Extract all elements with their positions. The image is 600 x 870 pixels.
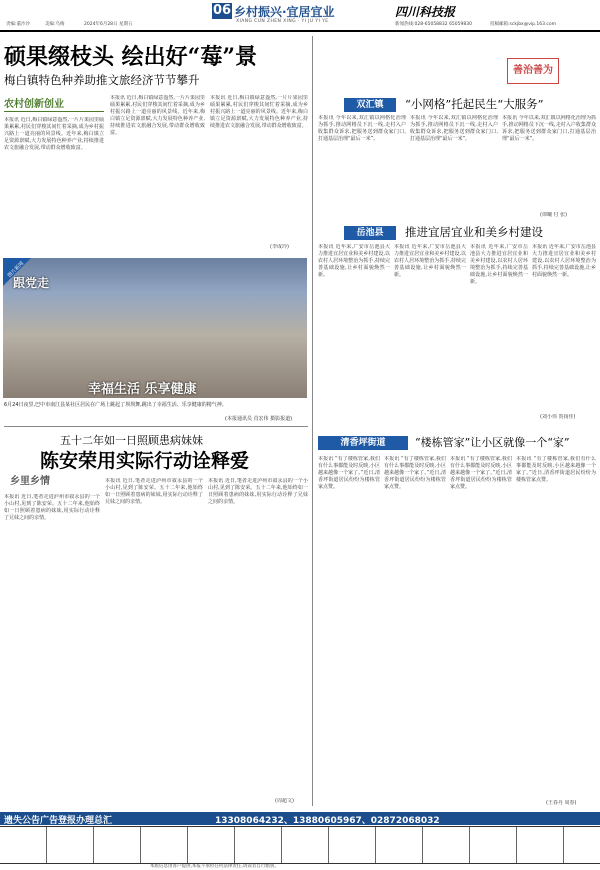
story2-headline: 推进宜居宜业和美乡村建设 [405, 225, 543, 239]
main-article-col3: 本报讯 近日,梅白镇绿意盎然,一片片果园里硕果累累,村民们穿梭其间忙着采摘,成为乡村振兴路上一道亮丽的风景线。近年来,梅白镇立足资源禀赋,大力发展特色种养产业,持续推进农文旅融合发展,带动群众增收致富。 [210, 95, 308, 129]
story3-headline: “楼栋管家”让小区就像一个“家” [415, 436, 570, 449]
section-title-en: XIANG CUN ZHEN XING · YI JU YI YE [236, 19, 329, 24]
main-article-col2: 本报讯 近日,梅白镇绿意盎然,一片片果园里硕果累累,村民们穿梭其间忙着采摘,成为乡村振兴路上一道亮丽的风景线。近年来,梅白镇立足资源禀赋,大力发展特色种养产业,持续推进农文旅融合发展,带动群众增收致富。 [110, 95, 205, 136]
news-hotline: 新闻热线:028-65058832 65059830 [395, 22, 472, 27]
submission-email: 投稿邮箱:sckjbx@vip.163.com [490, 22, 557, 27]
classified-ad-bar [0, 812, 600, 825]
story4-col3: 本报讯 近日,笔者走进泸州市叙永县的一个小山村,见到了陈安荣。五十二年来,他始终如一日照顾着患病的妹妹,用实际行动诠释了兄妹之间的亲情。 [208, 478, 308, 505]
designer-credit: 美编:乌梅 [45, 22, 65, 27]
photo-credit: (本报通讯员 肖宏伟 摄影报道) [225, 416, 293, 422]
story1-headline: “小网格”托起民生“大服务” [405, 97, 544, 111]
photo-caption: 6月24日夜里,巴中市南江县某社区居民在广场上跳起了坝坝舞,跳出了幸福生活、乐享健康的精气神。 [4, 402, 227, 408]
story2-byline: (刘小伟 贺扬佳) [540, 414, 576, 420]
page-header [0, 0, 600, 32]
story2-col3: 本报讯 近年来,广安市岳池县大力推进宜居宜业和美乡村建设,以农村人居环境整治为抓手,持续完善基础设施,让乡村面貌焕然一新。 [470, 244, 528, 285]
story3-col1: 本报讯 “有了楼栋管家,我们有什么事都能及时反映,小区越来越像一个家了。”近日,清香坪街道居民纷纷为楼栋管家点赞。 [318, 456, 380, 490]
story1-col1: 本报讯 今年以来,双汇镇以网格化治理为抓手,推动网格员下沉一线,走村入户收集群众诉求,把服务送到群众家门口,打通基层治理“最后一米”。 [318, 115, 406, 142]
editor-credit: 责编:董沙沙 [6, 22, 31, 27]
story1-col2: 本报讯 今年以来,双汇镇以网格化治理为抓手,推动网格员下沉一线,走村入户收集群众诉求,把服务送到群众家门口,打通基层治理“最后一米”。 [410, 115, 498, 142]
story4-tag: 乡里乡情 [10, 476, 50, 487]
photo-overlay-top: 跟党走 [13, 276, 50, 290]
story1-byline: (谭曦 付 张) [540, 212, 568, 218]
story4-byline: (周超文) [275, 798, 294, 804]
story4-col1: 本报讯 近日,笔者走进泸州市叙永县的一个小山村,见到了陈安荣。五十二年来,他始终如一日照顾着患病的妹妹,用实际行动诠释了兄妹之间的亲情。 [4, 494, 100, 521]
main-headline: 硕果缀枝头 绘出好“莓”景 [4, 44, 257, 70]
story3-col3: 本报讯 “有了楼栋管家,我们有什么事都能及时反映,小区越来越像一个家了。”近日,清香坪街道居民纷纷为楼栋管家点赞。 [450, 456, 512, 490]
column-tag-innovation: 农村创新创业 [4, 95, 104, 112]
story2-col2: 本报讯 近年来,广安市岳池县大力推进宜居宜业和美乡村建设,以农村人居环境整治为抓手,持续完善基础设施,让乡村面貌焕然一新。 [394, 244, 466, 278]
photo-overlay-bottom: 幸福生活 乐享健康 [88, 382, 197, 397]
section-title: 乡村振兴·宜居宜业 [234, 5, 335, 19]
square-dance-photo [3, 258, 307, 398]
main-article-col1: 本报讯 近日,梅白镇绿意盎然,一片片果园里硕果累累,村民们穿梭其间忙着采摘,成为乡村振兴路上一道亮丽的风景线。近年来,梅白镇立足资源禀赋,大力发展特色种养产业,持续推进农文旅融合发展,带动群众增收致富。 [4, 117, 104, 151]
newspaper-logo: 四川科技报 [395, 5, 456, 19]
story4-col2: 本报讯 近日,笔者走进泸州市叙永县的一个小山村,见到了陈安荣。五十二年来,他始终如一日照顾着患病的妹妹,用实际行动诠释了兄妹之间的亲情。 [105, 478, 203, 505]
main-subheadline: 梅白镇特色种养助推文旅经济节节攀升 [4, 73, 200, 87]
classified-notices-grid [0, 826, 600, 864]
story1-col3: 本报讯 今年以来,双汇镇以网格化治理为抓手,推动网格员下沉一线,走村入户收集群众诉求,把服务送到群众家门口,打通基层治理“最后一米”。 [502, 115, 596, 142]
ad-label: 遗失公告广告登报办理总汇 [4, 816, 113, 826]
story4-kicker: 五十二年如一日照顾患病妹妹 [60, 434, 203, 447]
story2-town-label: 岳池县 [344, 226, 396, 240]
story3-col4: 本报讯 “有了楼栋管家,我们有什么事都能及时反映,小区越来越像一个家了。”近日,清香坪街道居民纷纷为楼栋管家点赞。 [516, 456, 596, 483]
story2-col4: 本报讯 近年来,广安市岳池县大力推进宜居宜业和美乡村建设,以农村人居环境整治为抓手,持续完善基础设施,让乡村面貌焕然一新。 [532, 244, 596, 278]
story1-town-label: 双汇镇 [344, 98, 396, 112]
section-rule [4, 426, 308, 427]
column-divider [312, 36, 313, 806]
story3-town-label: 清香坪街道 [318, 436, 408, 450]
issue-date: 2024年6月28日 星期五 [84, 22, 133, 27]
main-byline: (李成玲) [270, 244, 289, 250]
section-badge: 善治善为 [507, 58, 559, 84]
page-number: 06 [212, 3, 232, 18]
story3-byline: (王春丹 周春) [546, 800, 577, 806]
story4-headline: 陈安荣用实际行动诠释爱 [40, 450, 250, 472]
photo-corner-label: 图片新闻 [6, 260, 26, 279]
story3-col2: 本报讯 “有了楼栋管家,我们有什么事都能及时反映,小区越来越像一个家了。”近日,清香坪街道居民纷纷为楼栋管家点赞。 [384, 456, 446, 490]
footer-notice: 本版信息由客户提供,本报不承担任何法律责任,请读者自行甄别。 [150, 864, 279, 869]
story2-col1: 本报讯 近年来,广安市岳池县大力推进宜居宜业和美乡村建设,以农村人居环境整治为抓手,持续完善基础设施,让乡村面貌焕然一新。 [318, 244, 390, 278]
ad-phones: 13308064232、13880605967、02872068032 [215, 816, 440, 826]
